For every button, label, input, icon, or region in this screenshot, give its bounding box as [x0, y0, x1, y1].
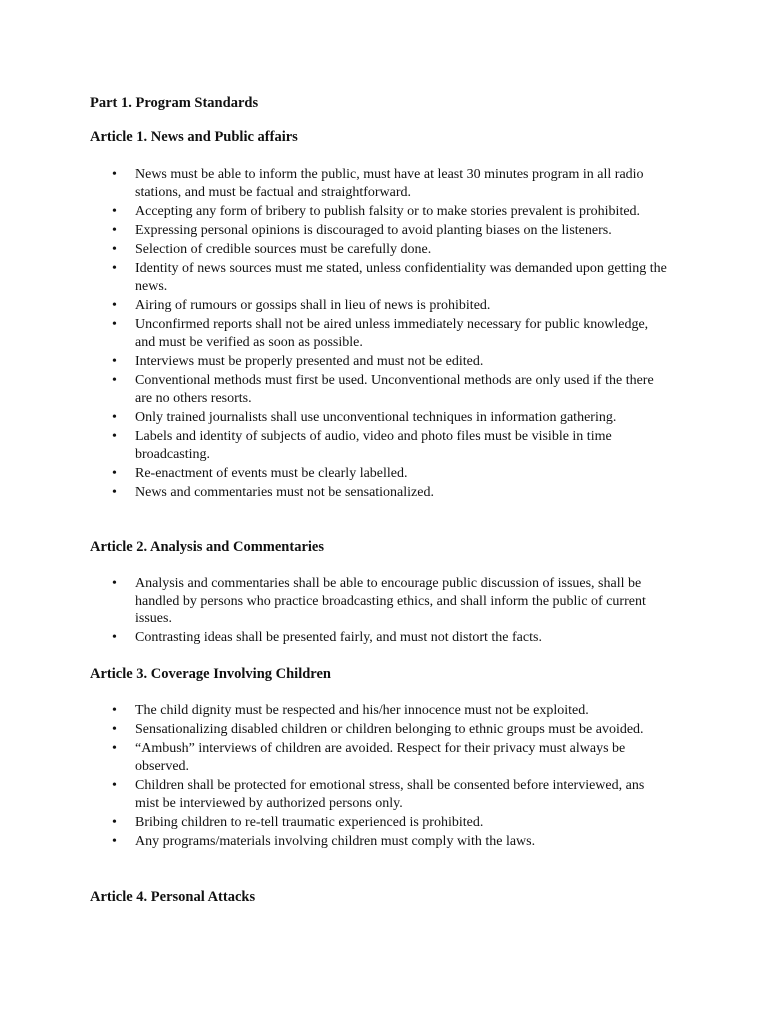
bullet-icon: •: [112, 242, 117, 258]
list-item: • Unconfirmed reports shall not be aired unless immediately necessary for public knowledge, and must be verified as soon as possible.: [112, 317, 649, 350]
list-item: • News must be able to inform the public, must have at least 30 minutes program in all radio stations, and must be factual and straightforward.: [112, 167, 644, 200]
bullet-icon: •: [112, 222, 117, 238]
article-1-title: Article 1. News and Public affairs: [90, 129, 298, 145]
bullet-icon: •: [112, 373, 117, 389]
list-item: • Selection of credible sources must be carefully done.: [112, 242, 432, 258]
bullet-icon: •: [112, 466, 117, 482]
list-item: • Sensationalizing disabled children or children belonging to ethnic groups must be avoided.: [112, 722, 644, 738]
list-item: • Expressing personal opinions is discouraged to avoid planting biases on the listeners.: [112, 222, 612, 238]
list-item: • Identity of news sources must me stated, unless confidentiality was demanded upon getting the news.: [112, 261, 667, 294]
bullet-icon: •: [112, 298, 117, 314]
bullet-icon: •: [112, 410, 117, 426]
article-3-title: Article 3. Coverage Involving Children: [90, 666, 331, 682]
bullet-icon: •: [112, 741, 117, 757]
list-item: • “Ambush” interviews of children are avoided. Respect for their privacy must always be observed.: [112, 741, 626, 774]
list-item: • Accepting any form of bribery to publish falsity or to make stories prevalent is prohibited.: [112, 203, 641, 219]
article-3-list: [90, 702, 670, 852]
bullet-icon: •: [112, 703, 117, 718]
article-2-list: [90, 575, 670, 649]
article-2-title: Article 2. Analysis and Commentaries: [90, 539, 324, 555]
article-4-title: Article 4. Personal Attacks: [90, 889, 256, 905]
bullet-icon: •: [112, 722, 117, 738]
list-item: • Only trained journalists shall use unconventional techniques in information gathering.: [112, 410, 617, 426]
bullet-icon: •: [112, 630, 117, 646]
bullet-icon: •: [112, 576, 117, 591]
list-item: • Contrasting ideas shall be presented fairly, and must not distort the facts.: [112, 630, 542, 646]
bullet-icon: •: [112, 485, 117, 501]
list-item: • Analysis and commentaries shall be able to encourage public discussion of issues, shall be handled by persons who practice broadcasting ethics, and shall inform the public of current issues.: [112, 576, 646, 627]
list-item: • Children shall be protected for emotional stress, shall be consented before interviewed, ans mist be interviewed by authorized persons only.: [112, 778, 645, 811]
list-item: • Labels and identity of subjects of audio, video and photo files must be visible in time broadcasting.: [112, 429, 612, 462]
part-title: Part 1. Program Standards: [90, 95, 259, 111]
bullet-icon: •: [112, 261, 117, 277]
bullet-icon: •: [112, 814, 117, 830]
list-item: • Conventional methods must first be used. Unconventional methods are only used if the there are no others resorts.: [112, 373, 654, 406]
list-item: • News and commentaries must not be sensationalized.: [112, 485, 434, 501]
bullet-icon: •: [112, 429, 117, 445]
bullet-icon: •: [112, 834, 117, 850]
list-item: • Interviews must be properly presented and must not be edited.: [112, 354, 484, 370]
bullet-icon: •: [112, 317, 117, 333]
bullet-icon: •: [112, 778, 117, 794]
list-item: • Airing of rumours or gossips shall in lieu of news is prohibited.: [112, 298, 491, 314]
bullet-icon: •: [112, 354, 117, 370]
bullet-icon: •: [112, 167, 117, 182]
list-item: • Re-enactment of events must be clearly labelled.: [112, 466, 408, 482]
list-item: • The child dignity must be respected and his/her innocence must not be exploited.: [112, 703, 589, 718]
bullet-icon: •: [112, 203, 117, 219]
article-1-list: [90, 166, 670, 503]
list-item: • Bribing children to re-tell traumatic experienced is prohibited.: [112, 814, 484, 830]
list-item: • Any programs/materials involving children must comply with the laws.: [112, 834, 536, 850]
